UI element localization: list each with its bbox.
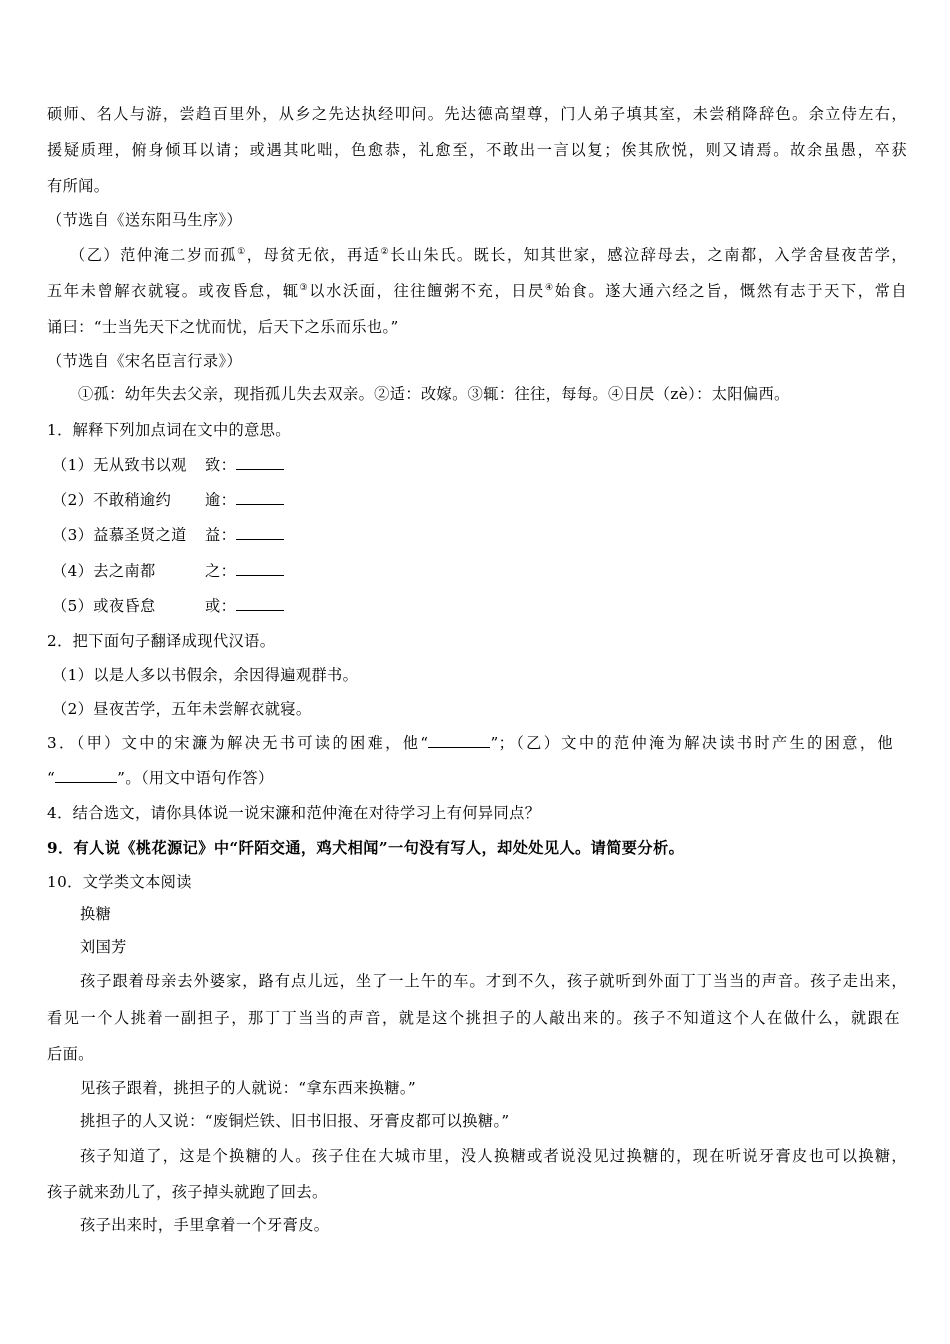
- passage-jia-source: （节选自《送东阳马生序》）: [47, 211, 243, 229]
- q2-item-1: （1）以是人多以书假余，余因得遍观群书。: [52, 666, 359, 684]
- answer-blank[interactable]: [236, 455, 284, 470]
- answer-blank[interactable]: [428, 733, 490, 748]
- passage-yi-line-3: 诵曰：“士当先天下之忧而忧，后天下之乐而乐也。”: [47, 318, 399, 336]
- story-p1-line-2: 看见一个人挑着一副担子，那丁丁当当的声音，就是这个挑担子的人敲出来的。孩子不知道这个人在做什么，就跟在: [47, 1009, 900, 1027]
- passage-yi-line-2: 五年未曾解衣就寝。或夜昏怠，辄③以水沃面，往往饘粥不充，日昃④始食。遂大通六经之旨，慨然有志于天下，常自: [47, 282, 908, 300]
- story-p1-line-3: 后面。: [47, 1045, 94, 1063]
- q1-item-1-answer: 致：: [205, 455, 284, 475]
- footnotes: ①孤：幼年失去父亲，现指孤儿失去双亲。②适：改嫁。③辄：往往，每每。④日昃（zè）：太阳偏西。: [78, 385, 790, 403]
- q1-item-2-answer: 逾：: [205, 490, 284, 510]
- q1-stem: 1．解释下列加点词在文中的意思。: [47, 421, 291, 439]
- q9: 9．有人说《桃花源记》中“阡陌交通，鸡犬相闻”一句没有写人，却处处见人。请简要分析。: [47, 839, 685, 857]
- story-p1-line-1: 孩子跟着母亲去外婆家，路有点儿远，坐了一上午的车。才到不久，孩子就听到外面丁丁当当的声音。孩子走出来，: [80, 972, 907, 990]
- story-p5: 孩子出来时，手里拿着一个牙膏皮。: [80, 1216, 330, 1234]
- q10-stem: 10．文学类文本阅读: [47, 873, 192, 891]
- q1-item-4-label: （4）去之南都: [52, 562, 156, 580]
- story-title: 换糖: [80, 905, 112, 923]
- passage-jia-line-2: 援疑质理，俯身倾耳以请；或遇其叱咄，色愈恭，礼愈至，不敢出一言以复；俟其欣悦，则又请焉。故余虽愚，卒获: [47, 141, 907, 159]
- passage-yi-line-1: （乙）范仲淹二岁而孤①，母贫无依，再适②长山朱氏。既长，知其世家，感泣辞母去，之南都，入学舍昼夜苦学，: [70, 246, 908, 264]
- q1-item-4-answer: 之：: [205, 561, 284, 581]
- passage-jia-line-3: 有所闻。: [47, 177, 110, 195]
- q3-line-2: “ ”。（用文中语句作答）: [47, 769, 274, 787]
- footnote-marker-2: ②: [380, 246, 391, 257]
- q2-stem: 2．把下面句子翻译成现代汉语。: [47, 632, 276, 650]
- answer-blank[interactable]: [236, 490, 284, 505]
- story-author: 刘国芳: [80, 938, 127, 956]
- q1-item-5-label: （5）或夜昏怠: [52, 597, 156, 615]
- q4: 4．结合选文，请你具体说一说宋濂和范仲淹在对待学习上有何异同点？: [47, 804, 541, 822]
- story-p4-line-2: 孩子就来劲儿了，孩子掉头就跑了回去。: [47, 1183, 328, 1201]
- q1-item-1-label: （1）无从致书以观: [52, 456, 187, 474]
- footnote-marker-3: ③: [299, 282, 310, 293]
- q2-item-2: （2）昼夜苦学，五年未尝解衣就寝。: [52, 700, 312, 718]
- story-p4-line-1: 孩子知道了，这是个换糖的人。孩子住在大城市里，没人换糖或者说没见过换糖的，现在听说牙膏皮也可以换糖，: [80, 1147, 907, 1165]
- q1-item-5-answer: 或：: [205, 596, 284, 616]
- footnote-marker-4: ④: [544, 282, 555, 293]
- passage-yi-source: （节选自《宋名臣言行录》）: [47, 352, 243, 370]
- story-p3: 挑担子的人又说：“废铜烂铁、旧书旧报、牙膏皮都可以换糖。”: [80, 1112, 510, 1130]
- q1-item-2-label: （2）不敢稍逾约: [52, 491, 172, 509]
- story-p2: 见孩子跟着，挑担子的人就说：“拿东西来换糖。”: [80, 1079, 417, 1097]
- q3-line-1: 3．（甲）文中的宋濂为解决无书可读的困难，他“ ”；（乙）文中的范仲淹为解决读书时产生的困意，他: [47, 734, 894, 752]
- answer-blank[interactable]: [55, 768, 117, 783]
- q1-item-3-answer: 益：: [205, 525, 284, 545]
- answer-blank[interactable]: [236, 561, 284, 576]
- q1-item-3-label: （3）益慕圣贤之道: [52, 526, 187, 544]
- answer-blank[interactable]: [236, 596, 284, 611]
- answer-blank[interactable]: [236, 525, 284, 540]
- footnote-marker-1: ①: [237, 246, 247, 257]
- passage-jia-line-1: 硕师、名人与游，尝趋百里外，从乡之先达执经叩问。先达德高望尊，门人弟子填其室，未尝稍降辞色。余立侍左右，: [47, 105, 907, 123]
